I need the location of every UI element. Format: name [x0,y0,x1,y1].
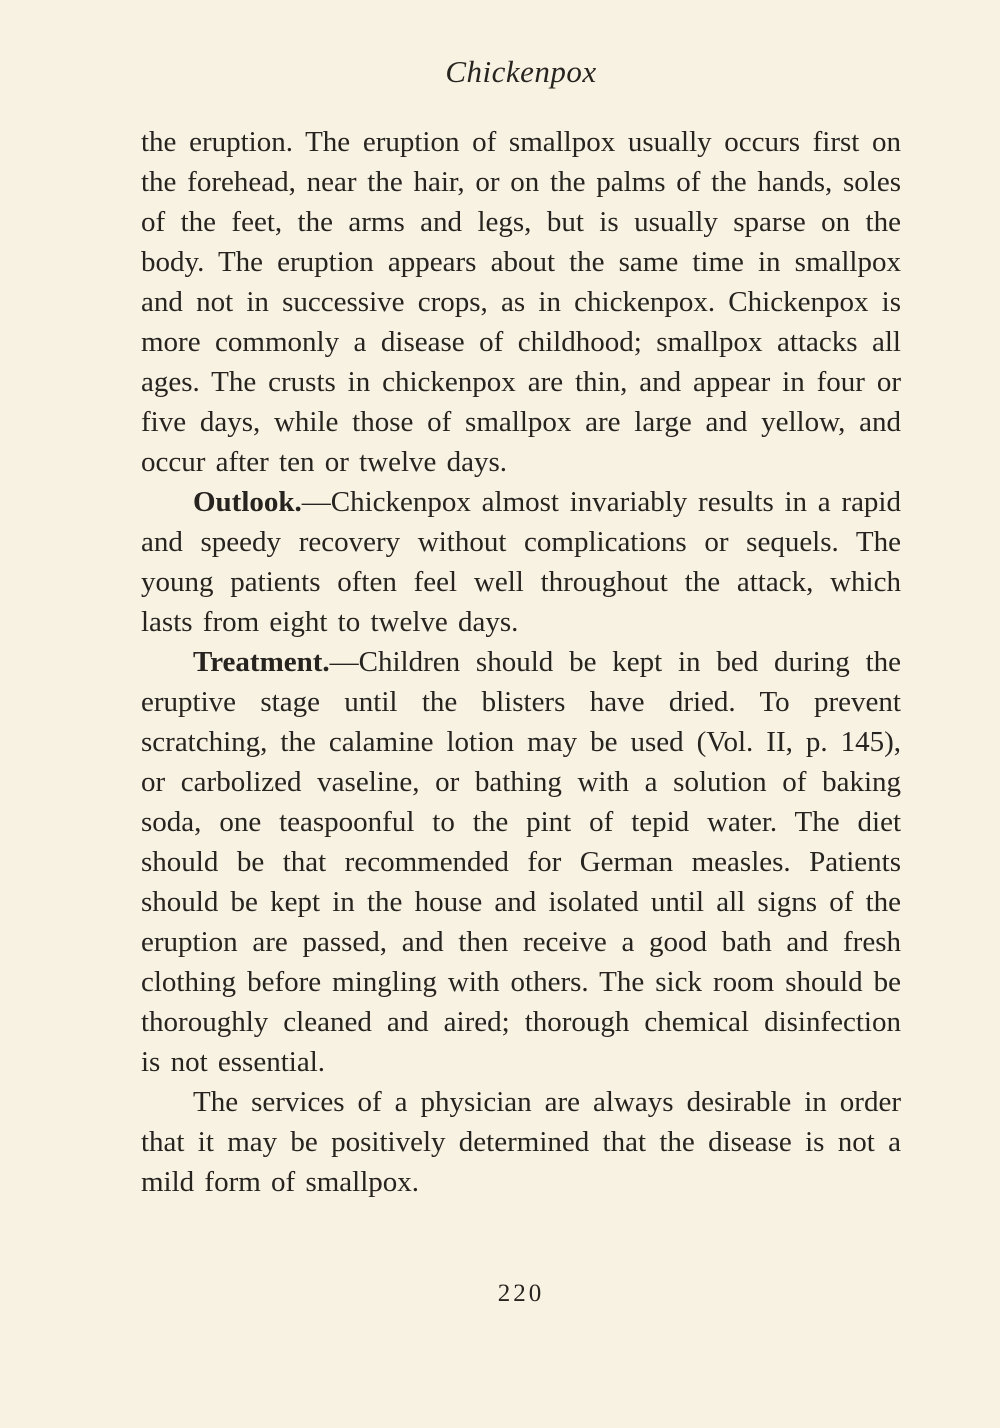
paragraph-lead-word: Treatment. [193,646,330,678]
page-number: 220 [497,1280,545,1307]
running-head-title: Chickenpox [445,54,597,89]
paragraph-treatment [141,642,901,1082]
paragraph-text: —Chickenpox almost invariably results in a rapid and speedy recovery without complications or sequels. The young patients often feel well throughout the attack, which lasts from eight to twelve days. [141,486,901,638]
text-column [141,54,901,1202]
paragraph-lead-word: Outlook. [193,486,302,518]
paragraph-text: the eruption. The eruption of smallpox usually occurs first on the forehead, near the hair, or on the palms of the hands, soles of the feet, the arms and legs, but is usually sparse on the body. The eruption appears about the same time in smallpox and not in successive crops, as in chickenpox. Chickenpox is more commonly a disease of childhood; smallpox attacks all ages. The crusts in chickenpox are thin, and appear in four or five days, while those of smallpox are large and yellow, and occur after ten or twelve days. [141,126,901,478]
body-text [141,122,901,1202]
paragraph-text: The services of a physician are always desirable in order that it may be positively determined that the disease is not a mild form of smallpox. [141,1086,901,1198]
paragraph-physician [141,1082,901,1202]
paragraph-text: —Children should be kept in bed during the eruptive stage until the blisters have dried. To prevent scratching, the calamine lotion may be used (Vol. II, p. 145), or carbolized vaseline, or bathing with a solution of baking soda, one teaspoonful to the pint of tepid water. The diet should be that recommended for German measles. Patients should be kept in the house and isolated until all signs of the eruption are passed, and then receive a good bath and fresh clothing before mingling with others. The sick room should be thoroughly cleaned and aired; thorough chemical disinfection is not essential. [141,646,901,1078]
paragraph-outlook [141,482,901,642]
paragraph-continuation [141,122,901,482]
